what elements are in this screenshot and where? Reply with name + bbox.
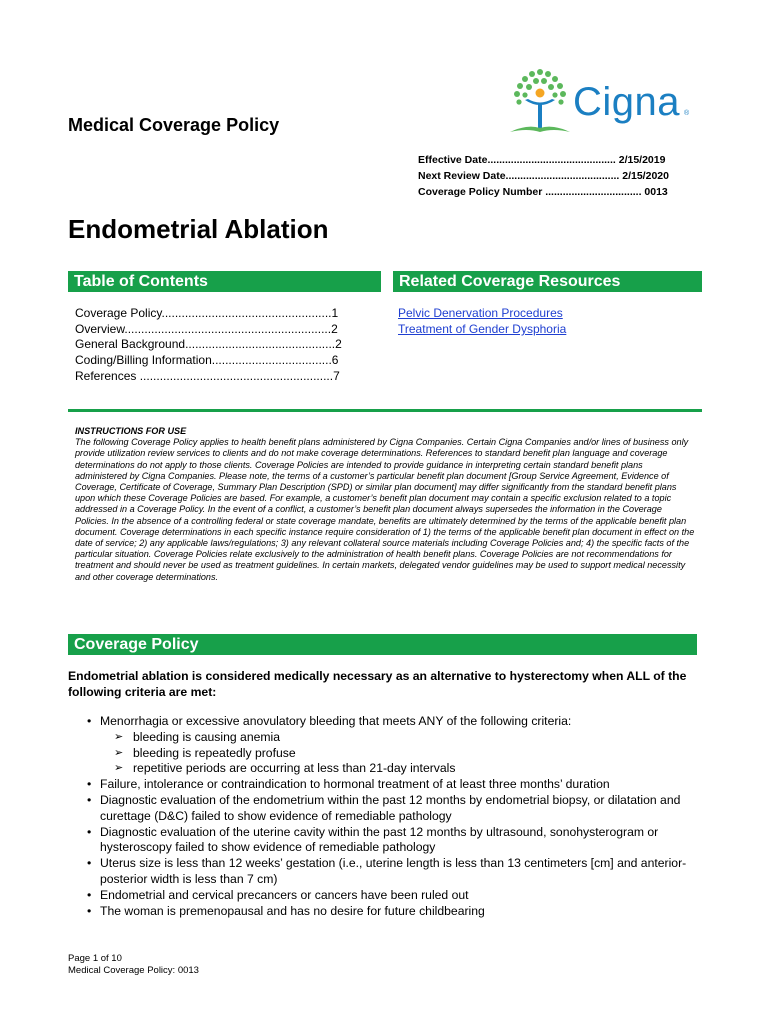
toc-item-label: Overview — [75, 321, 125, 336]
bullet-icon: • — [87, 903, 92, 918]
effective-date-label: Effective Date — [418, 154, 488, 166]
instructions-for-use — [75, 426, 695, 583]
arrow-bullet-icon: ➢ — [114, 730, 124, 743]
dot-leader: ....................................... — [505, 170, 620, 182]
criteria-list — [68, 714, 708, 919]
bullet-icon: • — [87, 824, 92, 839]
next-review-date-label: Next Review Date — [418, 170, 506, 182]
link-pelvic-denervation[interactable]: Pelvic Denervation Procedures — [398, 306, 563, 320]
toc-item[interactable] — [75, 337, 342, 353]
coverage-policy-heading: Coverage Policy — [68, 634, 697, 655]
bullet-icon: • — [87, 777, 92, 792]
policy-number-label: Coverage Policy Number — [418, 186, 543, 198]
link-gender-dysphoria[interactable]: Treatment of Gender Dysphoria — [398, 322, 567, 336]
page-title: Endometrial Ablation — [68, 214, 329, 244]
toc-heading: Table of Contents — [68, 271, 381, 292]
arrow-bullet-icon: ➢ — [114, 746, 124, 759]
instructions-body: The following Coverage Policy applies to health benefit plans administered by Cigna Companies. Certain Cigna Companies and/or lines of business only provide utilization review services to clients and do not make coverage determinations. References to standard benefit plan language and coverage determinations do not apply to those clients. Coverage Policies are intended to provide guidance in interpreting certain standard benefit plans administered by Cigna Companies. Please note, the terms of a customer’s particular benefit plan document [Group Service Agreement, Evidence of Coverage, Certificate of Coverage, Summary Plan Description (SPD) or similar plan document] may differ significantly from the standard benefit plans upon which these Coverage Policies are based. For example, a customer’s benefit plan document may contain a specific exclusion related to a topic addressed in a Coverage Policy. In the event of a conflict, a customer’s benefit plan document always supersedes the information in the Coverage Policies. In the absence of a controlling federal or state coverage mandate, benefits are ultimately determined by the terms of the applicable benefit plan document. Coverage determinations in each specific instance require consideration of 1) the terms of the applicable benefit plan document in effect on the date of service; 2) any applicable laws/regulations; 3) any relevant collateral source materials including Coverage Policies and; 4) the specific facts of the particular situation. Coverage Policies relate exclusively to the administration of health benefit plans. Coverage Policies are not recommendations for treatment and should never be used as treatment guidelines. In certain markets, delegated vendor guidelines may be used to support medical necessity and other coverage determinations. — [75, 437, 695, 582]
toc-item-label: General Background — [75, 337, 186, 352]
toc-item-page: 2 — [335, 337, 342, 352]
criterion-text: Menorrhagia or excessive anovulatory bleeding that meets ANY of the following criteria: — [100, 714, 572, 728]
toc-item-page: 7 — [333, 368, 340, 383]
toc-item-label: References — [75, 368, 137, 383]
toc-item-label: Coding/Billing Information — [75, 353, 212, 368]
toc-item-page: 6 — [331, 353, 339, 368]
sub-criterion-text: repetitive periods are occurring at less than 21-day intervals — [133, 761, 456, 776]
document-type-heading: Medical Coverage Policy — [68, 115, 280, 135]
policy-dates — [418, 152, 669, 200]
related-resources-list — [398, 305, 566, 337]
related-resources-heading: Related Coverage Resources — [393, 271, 702, 292]
toc-item-page: 2 — [331, 321, 338, 336]
table-of-contents — [75, 306, 342, 385]
dot-leader: .................................... — [211, 353, 332, 368]
bullet-icon: • — [87, 887, 92, 902]
page-number: Page 1 of 10 — [68, 953, 122, 964]
policy-number-value: 0013 — [644, 186, 668, 198]
cigna-logo-wordmark: Cigna — [573, 80, 681, 124]
toc-item-label: Coverage Policy — [75, 306, 162, 320]
bullet-icon: • — [87, 856, 92, 871]
footer-policy-number: Medical Coverage Policy: 0013 — [68, 964, 199, 976]
criterion-text: Uterus size is less than 12 weeks’ gestation (i.e., uterine length is less than 13 centimeters [cm] and anterior-posterior width is less than 7 cm) — [100, 856, 687, 886]
dot-leader: ............................................ — [487, 154, 616, 166]
list-item — [68, 888, 708, 904]
dot-leader: ............................................. — [185, 337, 336, 352]
page-footer — [68, 953, 199, 976]
toc-item[interactable] — [75, 353, 342, 369]
effective-date-value: 2/15/2019 — [618, 154, 666, 166]
bullet-icon: • — [87, 792, 92, 807]
sub-list-item — [68, 746, 708, 762]
section-divider — [68, 409, 702, 412]
criterion-text: Diagnostic evaluation of the endometrium within the past 12 months by endometrial biopsy, or dilatation and curettage (D&C) failed to show evidence of remediable pathology — [100, 792, 681, 823]
toc-item[interactable] — [75, 369, 342, 385]
registered-mark: ® — [684, 110, 690, 117]
coverage-criteria-intro: Endometrial ablation is considered medically necessary as an alternative to hysterectomy when ALL of the following criteria are met: — [68, 669, 687, 699]
policy-number-row — [418, 184, 669, 200]
list-item — [68, 777, 708, 793]
list-item — [68, 714, 708, 730]
sub-list-item — [68, 761, 708, 777]
effective-date-row — [418, 152, 669, 168]
list-item — [68, 793, 708, 825]
bullet-icon: • — [87, 714, 92, 728]
criterion-text: The woman is premenopausal and has no desire for future childbearing — [100, 903, 485, 918]
dot-leader: .............................................................. — [124, 321, 332, 336]
next-review-date-value: 2/15/2020 — [622, 170, 669, 182]
dot-leader: .......................................................... — [136, 368, 334, 383]
instructions-heading: INSTRUCTIONS FOR USE — [75, 426, 187, 436]
list-item — [68, 856, 708, 888]
sub-criterion-text: bleeding is causing anemia — [133, 729, 281, 744]
sub-list-item — [68, 730, 708, 746]
criterion-text: Failure, intolerance or contraindication to hormonal treatment of at least three months’ duration — [100, 777, 610, 792]
toc-item-page: 1 — [331, 306, 339, 320]
arrow-bullet-icon: ➢ — [114, 762, 124, 775]
criterion-text: Endometrial and cervical precancers or cancers have been ruled out — [100, 887, 469, 902]
next-review-date-row — [418, 168, 669, 184]
list-item — [68, 825, 708, 857]
list-item — [68, 904, 708, 920]
toc-item[interactable] — [75, 322, 342, 338]
criterion-text: Diagnostic evaluation of the uterine cavity within the past 12 months by ultrasound, sonohysterogram or hysteroscopy failed to show evidence of remediable pathology — [100, 824, 659, 855]
toc-item[interactable] — [75, 306, 342, 322]
sub-criterion-text: bleeding is repeatedly profuse — [133, 745, 296, 760]
dot-leader: ................................................... — [161, 306, 332, 320]
dot-leader: ................................. — [542, 186, 642, 198]
